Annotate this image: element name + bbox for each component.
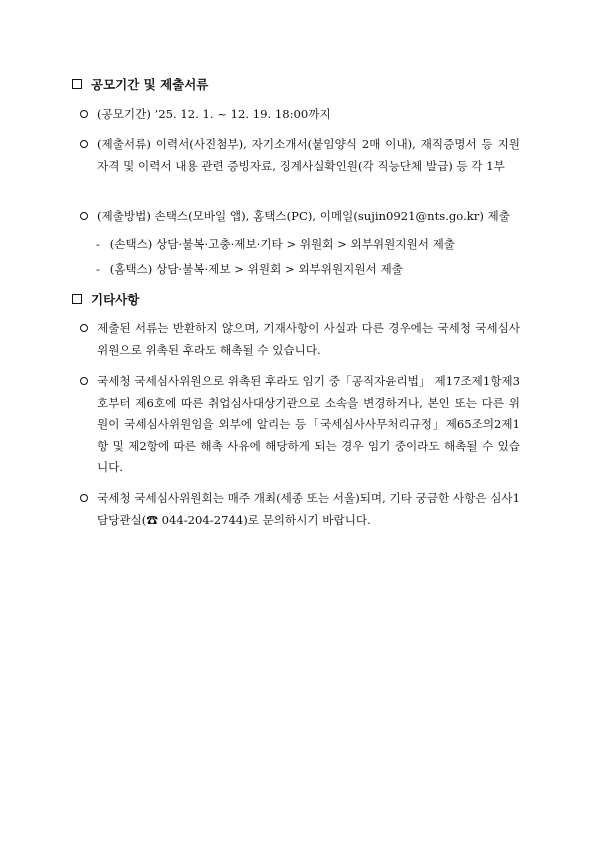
item-text: (제출서류) 이력서(사진첨부), 자기소개서(붙임양식 2매 이내), 재직증명서 등 지원자격 및 이력서 내용 관련 증빙자료, 징계사실확인원(각 직능단체 발급) 등 각 1부 xyxy=(97,137,520,173)
item-text: (제출방법) 손택스(모바일 앱), 홈택스(PC), 이메일(sujin0921@nts.go.kr) 제출 xyxy=(97,209,510,223)
list-item-dismissal-conditions xyxy=(80,371,520,479)
sub-item-text: (홈택스) 상담·불복·제보 > 위원회 > 외부위원지원서 제출 xyxy=(109,262,403,276)
checkbox-square-icon xyxy=(72,79,82,89)
item-text: 국세청 국세심사위원회는 매주 개최(세종 또는 서울)되며, 기타 궁금한 사항은 심사1담당관실(☎ 044-204-2744)로 문의하시기 바랍니다. xyxy=(97,491,520,527)
sub-item-hometax xyxy=(96,259,526,281)
list-item-submission-method xyxy=(80,206,520,228)
list-item-documents xyxy=(80,134,520,177)
circle-bullet-icon xyxy=(80,494,88,502)
section-title: 공모기간 및 제출서류 xyxy=(91,77,209,92)
circle-bullet-icon xyxy=(80,324,88,332)
item-text: (공모기간) ’25. 12. 1. ~ 12. 19. 18:00까지 xyxy=(97,107,331,121)
item-text: 국세청 국세심사위원으로 위촉된 후라도 임기 중「공직자윤리법」 제17조제1항제3호부터 제6호에 따른 취업심사대상기관으로 소속을 변경하거나, 본인 또는 다른 위원이 국세심사위원임을 외부에 알리는 등「국세심사사무처리규정」제65조의2제1항 및 제2항에 따른 해촉 사유에 해당하게 되는 경우 임기 중이라도 해촉될 수 있습니다. xyxy=(97,374,520,474)
checkbox-square-icon xyxy=(72,294,82,304)
dash-marker: - xyxy=(96,262,100,276)
circle-bullet-icon xyxy=(80,212,88,220)
section-heading-period-documents xyxy=(72,75,208,93)
item-text: 제출된 서류는 반환하지 않으며, 기재사항이 사실과 다른 경우에는 국세청 국세심사위원으로 위촉된 후라도 해촉될 수 있습니다. xyxy=(97,321,520,357)
sub-item-sontax xyxy=(96,234,526,256)
list-item-period xyxy=(80,104,520,126)
list-item-meeting-inquiry xyxy=(80,488,520,531)
dash-marker: - xyxy=(96,237,100,251)
list-item-documents-not-returned xyxy=(80,318,520,361)
circle-bullet-icon xyxy=(80,140,88,148)
section-heading-other-matters xyxy=(72,290,139,308)
circle-bullet-icon xyxy=(80,377,88,385)
circle-bullet-icon xyxy=(80,110,88,118)
sub-item-text: (손택스) 상담·불복·고충·제보·기타 > 위원회 > 외부위원지원서 제출 xyxy=(109,237,456,251)
section-title: 기타사항 xyxy=(91,292,140,307)
